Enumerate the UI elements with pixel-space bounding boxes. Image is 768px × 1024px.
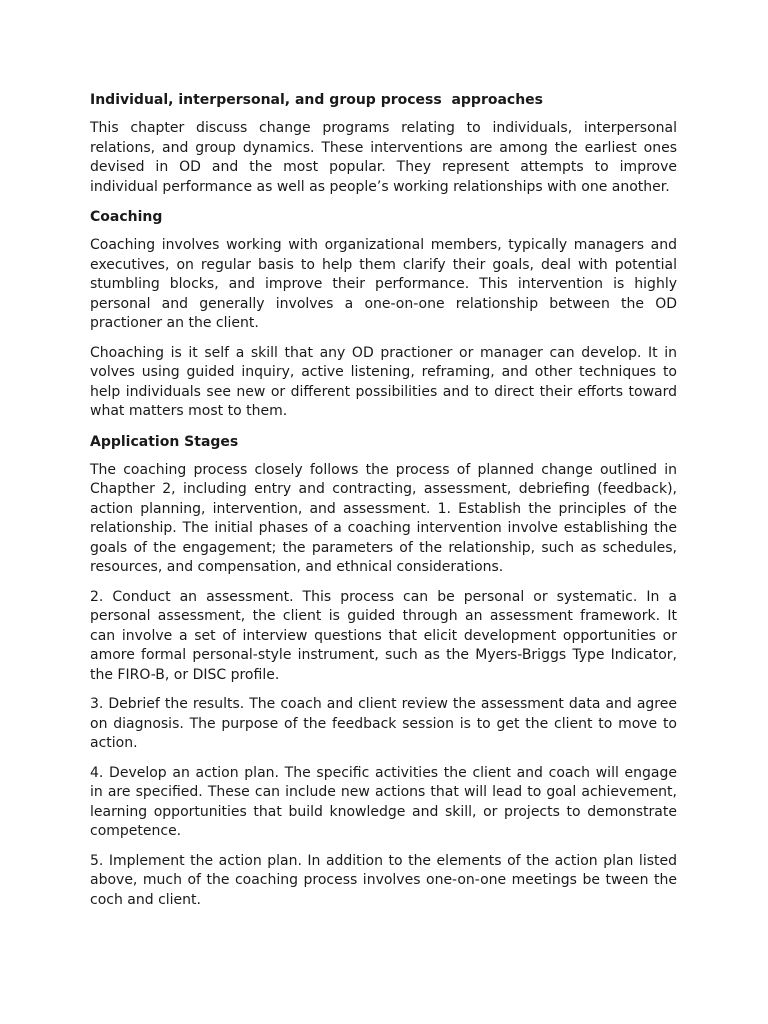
coaching-paragraph-2: Choaching is it self a skill that any OD practioner or manager can develop. It in volves using guided inquiry, active listening, reframing, and other techniques to help individuals see new or different possibilities and to direct their efforts toward what matters most to them. [90,344,677,419]
document-page [90,90,677,920]
stage-paragraph-5: 5. Implement the action plan. In addition to the elements of the action plan listed above, much of the coaching process involves one-on-one meetings be tween the coch and client. [90,852,677,908]
stage-paragraph-4: 4. Develop an action plan. The specific activities the client and coach will engage in are specified. These can include new actions that will lead to goal achievement, learning opportunities that build knowledge and skill, or projects to demonstrate competence. [90,764,677,839]
stage-paragraph-3: 3. Debrief the results. The coach and client review the assessment data and agree on diagnosis. The purpose of the feedback session is to get the client to move to action. [90,696,677,751]
stage-paragraph-1: The coaching process closely follows the process of planned change outlined in Chapther 2, including entry and contracting, assessment, debriefing (feedback), action planning, intervention, and assessment. 1. Establish the principles of the relationship. The initial phases of a coaching intervention involve establishing the goals of the engagement; the parameters of the relationship, such as schedules, resources, and compensation, and ethnical considerations. [90,461,677,575]
stage-paragraph-2: 2. Conduct an assessment. This process can be personal or systematic. In a personal assessment, the client is guided through an assessment framework. It can involve a set of interview questions that elicit development opportunities or amore formal personal-style instrument, such as the Myers-Briggs Type Indicator, the FIRO-B, or DISC profile. [90,588,677,683]
document-title: Individual, interpersonal, and group process approaches [90,92,544,108]
intro-paragraph: This chapter discuss change programs relating to individuals, interpersonal relations, and group dynamics. These interventions are among the earliest ones devised in OD and the most popular. They represent attempts to improve individual performance as well as people’s working relationships with one another. [90,120,677,195]
coaching-heading: Coaching [90,209,163,225]
application-stages-heading: Application Stages [90,433,239,450]
coaching-paragraph-1: Coaching involves working with organizational members, typically managers and executives, on regular basis to help them clarify their goals, deal with potential stumbling blocks, and improve their performance. This intervention is highly personal and generally involves a one-on-one relationship between the OD practioner an the client. [90,237,677,331]
